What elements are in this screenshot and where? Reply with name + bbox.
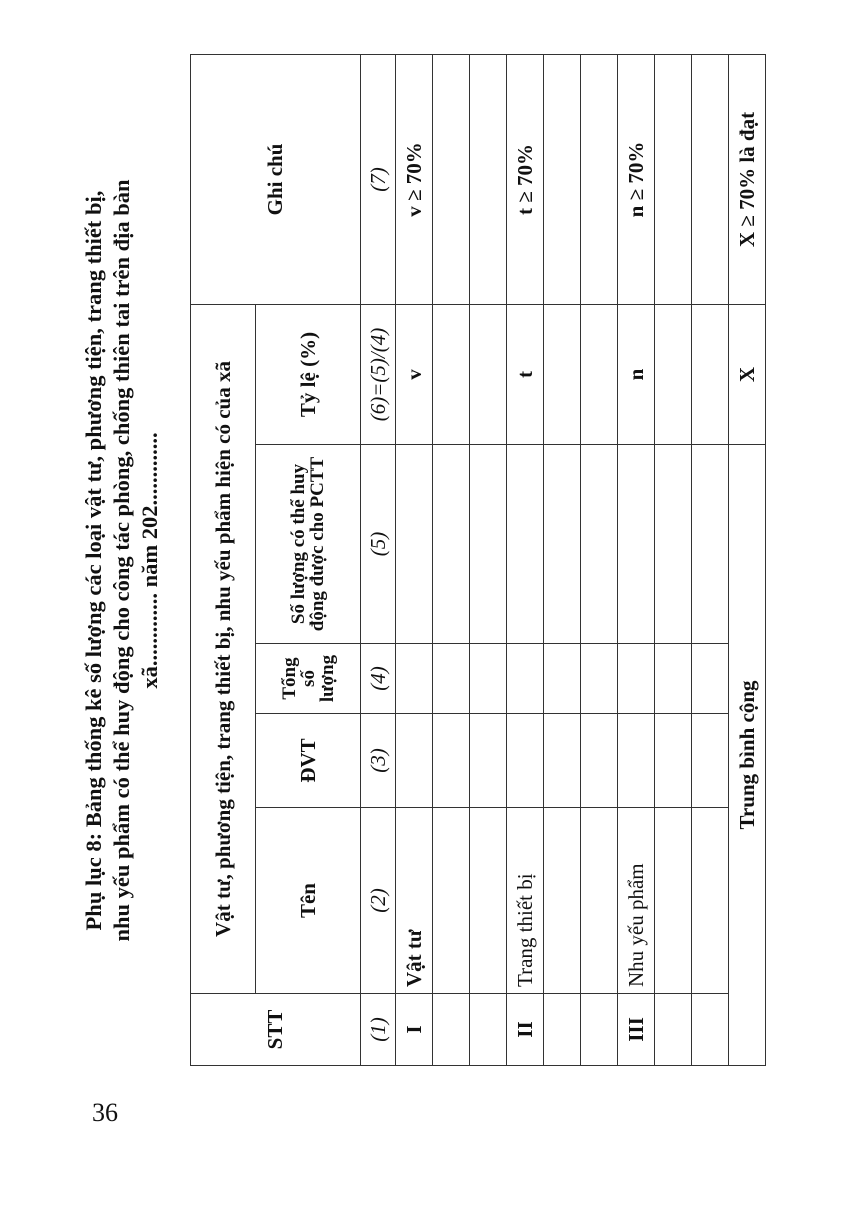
cell-dvt: [581, 714, 618, 808]
cell-dvt: [655, 714, 692, 808]
cell-tong: [433, 644, 470, 714]
header-ten: Tên: [256, 808, 361, 994]
total-label: Trung bình cộng: [729, 445, 766, 1066]
cell-ten: [433, 808, 470, 994]
table-row: [655, 55, 692, 1066]
total-ty-le: X: [729, 305, 766, 445]
cell-ghi-chu: n ≥ 70%: [618, 55, 655, 305]
cell-tong: [470, 644, 507, 714]
cell-ten: [470, 808, 507, 994]
cell-tong: [507, 644, 544, 714]
col-num-6: (6)=(5)/(4): [361, 305, 396, 445]
cell-ty-le: [655, 305, 692, 445]
cell-stt: I: [396, 994, 433, 1066]
rotated-page-content: [80, 55, 759, 1066]
cell-dvt: [396, 714, 433, 808]
page-number: 36: [92, 1098, 118, 1127]
cell-huy-dong: [655, 445, 692, 644]
cell-tong: [618, 644, 655, 714]
table-row: [692, 55, 729, 1066]
cell-ten: [581, 808, 618, 994]
cell-ten: [544, 808, 581, 994]
cell-stt: [544, 994, 581, 1066]
cell-ghi-chu: [655, 55, 692, 305]
total-ghi-chu: X ≥ 70% là đạt: [729, 55, 766, 305]
cell-ten: Nhu yếu phẩm: [618, 808, 655, 994]
header-row-1: [191, 55, 256, 1066]
cell-stt: [581, 994, 618, 1066]
cell-ty-le: v: [396, 305, 433, 445]
title-line-1: Phụ lục 8: Bảng thống kê số lượng các loại vật tư, phương tiện, trang thiết bị,: [81, 190, 106, 931]
column-number-row: [361, 55, 396, 1066]
title-line-3: xã............. năm 202.............: [137, 432, 162, 689]
table-row: [544, 55, 581, 1066]
cell-ty-le: [433, 305, 470, 445]
col-num-7: (7): [361, 55, 396, 305]
table-row: [507, 55, 544, 1066]
cell-ty-le: [581, 305, 618, 445]
cell-stt: [433, 994, 470, 1066]
header-tong-so-luong: Tổng số lượng: [256, 644, 361, 714]
cell-stt: III: [618, 994, 655, 1066]
cell-huy-dong: [692, 445, 729, 644]
cell-huy-dong: [618, 445, 655, 644]
cell-stt: [470, 994, 507, 1066]
header-dvt: ĐVT: [256, 714, 361, 808]
cell-ghi-chu: [433, 55, 470, 305]
cell-stt: [692, 994, 729, 1066]
cell-tong: [655, 644, 692, 714]
cell-huy-dong: [470, 445, 507, 644]
cell-ty-le: [692, 305, 729, 445]
header-group: Vật tư, phương tiện, trang thiết bị, nhu yếu phẩm hiện có của xã: [191, 305, 256, 994]
header-ghi-chu: Ghi chú: [191, 55, 361, 305]
cell-tong: [544, 644, 581, 714]
cell-tong: [396, 644, 433, 714]
cell-ty-le: t: [507, 305, 544, 445]
cell-dvt: [544, 714, 581, 808]
cell-huy-dong: [507, 445, 544, 644]
cell-huy-dong: [544, 445, 581, 644]
cell-ghi-chu: [581, 55, 618, 305]
header-ty-le: Tỷ lệ (%): [256, 305, 361, 445]
cell-huy-dong: [581, 445, 618, 644]
title-line-2: nhu yếu phẩm có thể huy động cho công tác phòng, chống thiên tai trên địa bàn: [109, 179, 134, 942]
cell-ten: Vật tư: [396, 808, 433, 994]
cell-dvt: [692, 714, 729, 808]
cell-huy-dong: [433, 445, 470, 644]
cell-huy-dong: [396, 445, 433, 644]
cell-ty-le: n: [618, 305, 655, 445]
total-row: [729, 55, 766, 1066]
cell-ty-le: [544, 305, 581, 445]
col-num-1: (1): [361, 994, 396, 1066]
col-num-3: (3): [361, 714, 396, 808]
cell-ghi-chu: v ≥ 70%: [396, 55, 433, 305]
cell-stt: [655, 994, 692, 1066]
cell-ten: [692, 808, 729, 994]
cell-ghi-chu: t ≥ 70%: [507, 55, 544, 305]
cell-ten: [655, 808, 692, 994]
statistics-table: [190, 54, 766, 1066]
col-num-2: (2): [361, 808, 396, 994]
cell-ghi-chu: [692, 55, 729, 305]
cell-stt: II: [507, 994, 544, 1066]
cell-dvt: [470, 714, 507, 808]
cell-tong: [581, 644, 618, 714]
col-num-4: (4): [361, 644, 396, 714]
cell-ten: Trang thiết bị: [507, 808, 544, 994]
table-row: [433, 55, 470, 1066]
cell-ghi-chu: [544, 55, 581, 305]
col-num-5: (5): [361, 445, 396, 644]
table-row: [396, 55, 433, 1066]
cell-dvt: [507, 714, 544, 808]
cell-tong: [692, 644, 729, 714]
cell-ty-le: [470, 305, 507, 445]
table-row: [581, 55, 618, 1066]
appendix-title: [80, 55, 164, 1066]
cell-dvt: [433, 714, 470, 808]
header-stt: STT: [191, 994, 361, 1066]
cell-dvt: [618, 714, 655, 808]
table-row: [618, 55, 655, 1066]
table-row: [470, 55, 507, 1066]
header-so-luong-huy-dong: Số lượng có thể huy động được cho PCTT: [256, 445, 361, 644]
cell-ghi-chu: [470, 55, 507, 305]
